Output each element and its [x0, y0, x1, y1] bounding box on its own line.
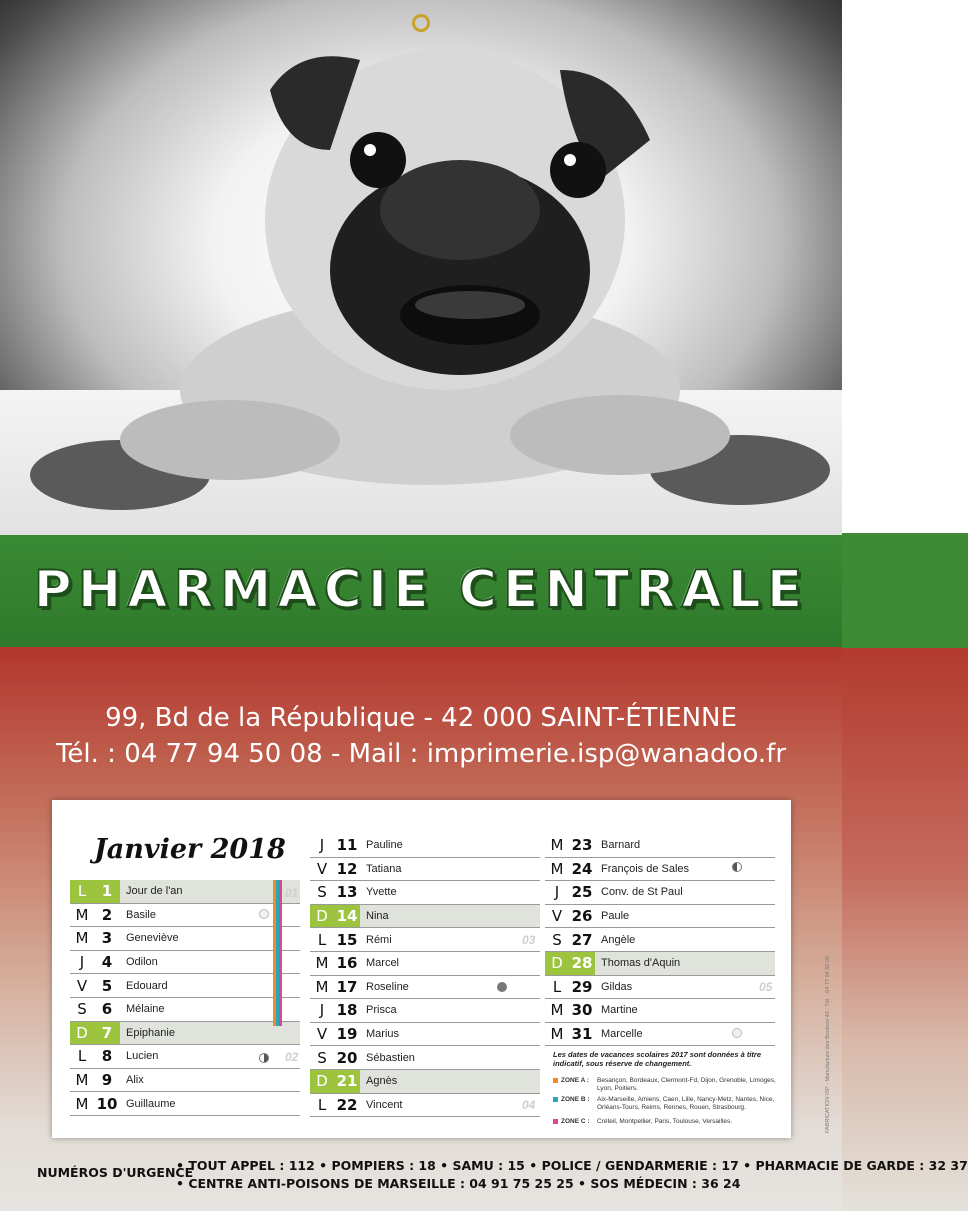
printer-credit — [818, 880, 831, 1140]
zone-c — [553, 1118, 783, 1126]
zone-a — [553, 1077, 783, 1093]
day-row — [545, 905, 775, 929]
day-row — [545, 999, 775, 1023]
weekday-letter: S — [317, 1048, 327, 1067]
day-number: 3 — [101, 929, 113, 948]
full-moon-icon — [732, 1028, 742, 1038]
weekday-letter: M — [550, 1025, 564, 1044]
day-number: 7 — [94, 1022, 120, 1045]
weekday-letter: M — [75, 1071, 89, 1090]
day-number: 2 — [101, 905, 113, 924]
day-row — [545, 928, 775, 952]
month-title: Janvier 2018 — [94, 834, 286, 865]
first-quarter-moon-icon — [732, 862, 742, 872]
day-number: 17 — [336, 977, 358, 996]
day-row — [545, 976, 775, 1000]
weekday-letter: D — [310, 905, 334, 928]
calendar-card — [52, 800, 791, 1138]
day-row — [310, 1070, 540, 1094]
saint-name: Jour de l'an — [126, 885, 183, 898]
saint-name: Roseline — [366, 980, 409, 993]
day-number: 4 — [101, 953, 113, 972]
weekday-letter: J — [554, 883, 560, 902]
saint-name: Marius — [366, 1028, 400, 1041]
day-number: 28 — [569, 952, 595, 975]
emergency-line-1: • TOUT APPEL : 112 • POMPIERS : 18 • SAMU : 15 • POLICE / GENDARMERIE : 17 • PHARMACIE DE GARDE : 32 37 — [176, 1158, 968, 1173]
saint-name: Thomas d'Aquin — [601, 957, 681, 970]
day-row — [310, 905, 540, 929]
full-moon-icon — [259, 909, 269, 919]
week-number: 01 — [285, 886, 299, 900]
saint-name: Nina — [366, 910, 389, 923]
weekday-letter: V — [551, 907, 563, 926]
day-row — [70, 1069, 300, 1093]
day-row — [70, 880, 300, 904]
day-row — [545, 952, 775, 976]
week-number: 03 — [522, 933, 536, 947]
day-number: 14 — [334, 905, 360, 928]
saint-name: Martine — [601, 1004, 638, 1017]
saint-name: Vincent — [366, 1098, 403, 1111]
day-row — [310, 1094, 540, 1118]
day-number: 5 — [101, 976, 113, 995]
day-row — [310, 1023, 540, 1047]
weekday-letter: L — [552, 977, 562, 996]
saint-name: Epiphanie — [126, 1026, 175, 1039]
weekday-letter: V — [316, 859, 328, 878]
weekday-letter: J — [319, 1001, 325, 1020]
day-row — [70, 1022, 300, 1046]
day-number: 12 — [336, 859, 358, 878]
weekday-letter: L — [317, 930, 327, 949]
weekday-letter: V — [316, 1025, 328, 1044]
contact-line: Tél. : 04 77 94 50 08 - Mail : imprimerie.isp@wanadoo.fr — [55, 739, 787, 769]
day-number: 29 — [571, 977, 593, 996]
weekday-letter: L — [77, 1047, 87, 1066]
day-number: 27 — [571, 930, 593, 949]
day-number: 13 — [336, 883, 358, 902]
day-row — [310, 1046, 540, 1070]
saint-name: Lucien — [126, 1050, 159, 1063]
week-number: 04 — [522, 1098, 536, 1112]
weekday-letter: S — [77, 1000, 87, 1019]
pug-photo — [0, 0, 842, 535]
day-number: 26 — [571, 907, 593, 926]
saint-name: Basile — [126, 908, 156, 921]
day-number: 24 — [571, 859, 593, 878]
weekday-letter: J — [79, 953, 85, 972]
emergency-line-2: • CENTRE ANTI-POISONS DE MARSEILLE : 04 91 75 25 25 • SOS MÉDECIN : 36 24 — [176, 1176, 741, 1191]
emergency-label: NUMÉROS D'URGENCE — [37, 1165, 194, 1180]
weekday-letter: S — [317, 883, 327, 902]
day-number: 8 — [101, 1047, 113, 1066]
saint-name: Geneviève — [126, 932, 179, 945]
day-number: 18 — [336, 1001, 358, 1020]
saint-name: Marcelle — [601, 1028, 643, 1041]
day-row — [310, 881, 540, 905]
weekday-letter: M — [550, 836, 564, 855]
saint-name: Angèle — [601, 933, 636, 946]
saint-name: François de Sales — [601, 862, 690, 875]
saint-name: Gildas — [601, 980, 633, 993]
zone-b-label: ZONE B : — [561, 1096, 590, 1103]
saint-name: Yvette — [366, 886, 397, 899]
day-row — [70, 927, 300, 951]
zone-c-label: ZONE C : — [561, 1118, 590, 1125]
weekday-letter: M — [315, 954, 329, 973]
day-row — [70, 1092, 300, 1116]
weekday-letter: V — [76, 976, 88, 995]
zone-b-cities: Aix-Marseille, Amiens, Caen, Lille, Nancy-Metz, Nantes, Nice, Orléans-Tours, Reims, Rennes, Rouen, Strasbourg. — [597, 1096, 775, 1111]
saint-name: Barnard — [601, 839, 641, 852]
zone-b-swatch — [553, 1097, 558, 1102]
day-row — [545, 834, 775, 858]
saint-name: Paule — [601, 910, 630, 923]
saint-name: Sébastien — [366, 1051, 415, 1064]
weekday-letter: J — [319, 836, 325, 855]
weekday-letter: D — [70, 1022, 94, 1045]
pug-illustration — [0, 0, 842, 535]
zone-a-cities: Besançon, Bordeaux, Clermont-Fd, Dijon, Grenoble, Limoges, Lyon, Poitiers. — [597, 1077, 776, 1092]
saint-name: Tatiana — [366, 862, 402, 875]
week-number: 02 — [285, 1050, 299, 1064]
day-row — [310, 952, 540, 976]
day-number: 16 — [336, 954, 358, 973]
weekday-letter: D — [545, 952, 569, 975]
zone-b — [553, 1096, 783, 1112]
weekday-letter: M — [75, 905, 89, 924]
day-row — [310, 834, 540, 858]
pharmacy-title: PHARMACIE CENTRALE — [33, 560, 809, 620]
zone-a-label: ZONE A : — [561, 1077, 590, 1084]
saint-name: Rémi — [366, 933, 392, 946]
day-number: 22 — [336, 1095, 358, 1114]
saint-name: Alix — [126, 1074, 144, 1087]
address-line: 99, Bd de la République - 42 000 SAINT-ÉTIENNE — [105, 703, 737, 733]
weekday-letter: M — [315, 977, 329, 996]
day-number: 11 — [336, 836, 358, 855]
hanger-ring — [412, 14, 430, 32]
day-number: 21 — [334, 1070, 360, 1093]
weekday-letter: M — [75, 1094, 89, 1113]
zone-c-cities: Créteil, Montpellier, Paris, Toulouse, Versailles. — [597, 1118, 732, 1125]
saint-name: Odilon — [126, 956, 158, 969]
color-stripe-pink — [279, 880, 282, 1026]
school-holidays-note: Les dates de vacances scolaires 2017 sont données à titre indicatif, sous réserve de changement. — [553, 1050, 762, 1068]
day-number: 15 — [336, 930, 358, 949]
new-moon-icon — [497, 982, 507, 992]
saint-name: Guillaume — [126, 1097, 176, 1110]
saint-name: Mélaine — [126, 1003, 165, 1016]
day-number: 25 — [571, 883, 593, 902]
day-row — [310, 928, 540, 952]
day-row — [70, 951, 300, 975]
weekday-letter: M — [75, 929, 89, 948]
day-number: 6 — [101, 1000, 113, 1019]
weekday-letter: S — [552, 930, 562, 949]
saint-name: Agnès — [366, 1075, 398, 1088]
saint-name: Edouard — [126, 979, 168, 992]
zone-c-swatch — [553, 1119, 558, 1124]
day-number: 10 — [96, 1094, 118, 1113]
day-row — [310, 858, 540, 882]
day-number: 9 — [101, 1071, 113, 1090]
weekday-letter: L — [317, 1095, 327, 1114]
address-block — [0, 700, 842, 772]
printer-credit-text: FABRICATION ISP - Manufacture des Boutons 42 - Tél. : 04 77 94 50 08 — [825, 955, 831, 1133]
saint-name: Prisca — [366, 1004, 397, 1017]
day-number: 19 — [336, 1025, 358, 1044]
day-number: 20 — [336, 1048, 358, 1067]
day-row — [545, 881, 775, 905]
weekday-letter: M — [550, 1001, 564, 1020]
day-number: 31 — [571, 1025, 593, 1044]
weekday-letter: D — [310, 1070, 334, 1093]
day-row — [310, 999, 540, 1023]
weekday-letter: M — [550, 859, 564, 878]
saint-name: Conv. de St Paul — [601, 886, 683, 899]
last-quarter-moon-icon — [259, 1053, 269, 1063]
day-row — [70, 974, 300, 998]
saint-name: Pauline — [366, 839, 403, 852]
zone-a-swatch — [553, 1078, 558, 1083]
saint-name: Marcel — [366, 957, 400, 970]
week-number: 05 — [759, 980, 773, 994]
day-number: 30 — [571, 1001, 593, 1020]
day-number: 23 — [571, 836, 593, 855]
day-row — [70, 998, 300, 1022]
day-number: 1 — [94, 880, 120, 903]
weekday-letter: L — [70, 880, 94, 903]
